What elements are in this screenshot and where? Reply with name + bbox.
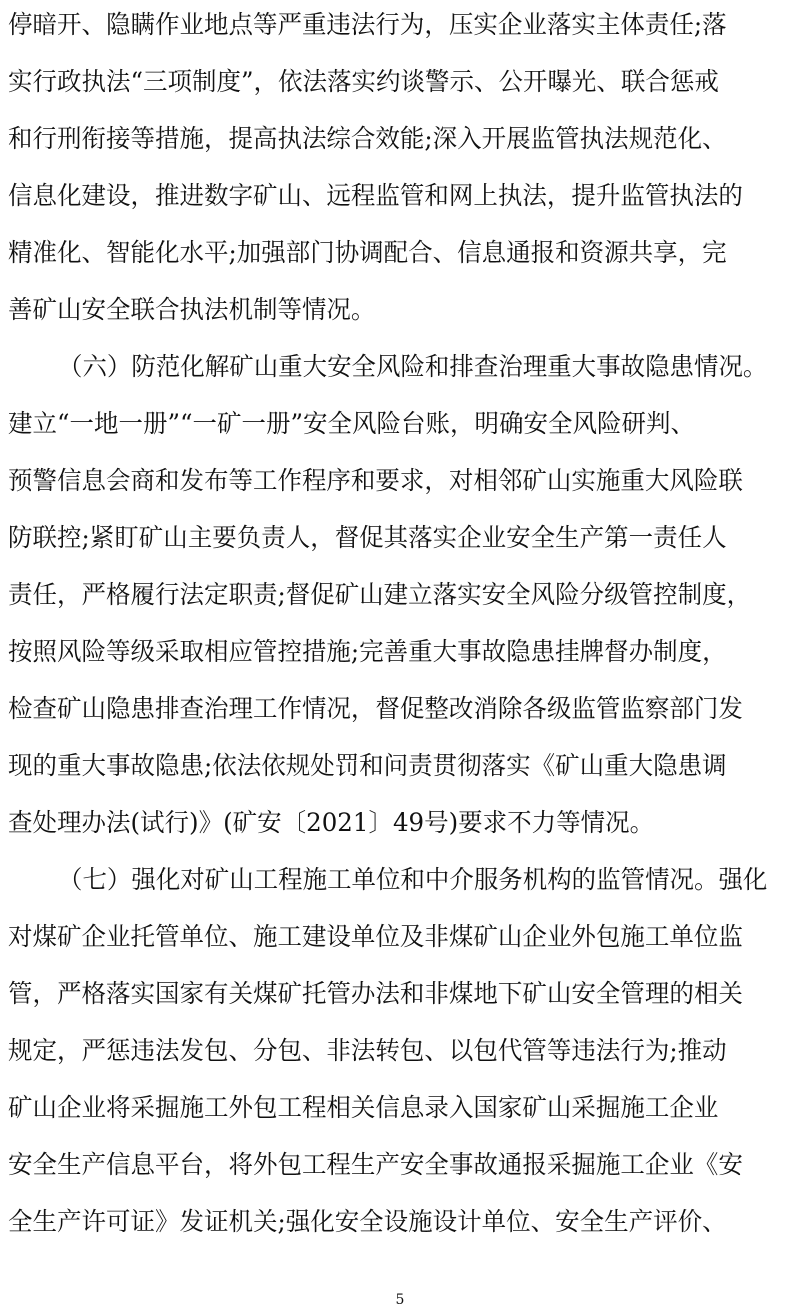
text-line-content: （六）防范化解矿山重大安全风险和排查治理重大事故隐患情况。 [58,352,768,381]
text-line [0,689,800,729]
text-line-content: （七）强化对矿山工程施工单位和中介服务机构的监管情况。强化 [58,865,768,894]
text-line-content: 全生产许可证》发证机关;强化安全设施设计单位、安全生产评价、 [8,1207,727,1236]
text-line-content: 建立“一地一册”“一矿一册”安全风险台账，明确安全风险研判、 [8,409,695,438]
text-line [0,1031,800,1071]
text-line [0,290,800,330]
text-line-content: 管，严格落实国家有关煤矿托管办法和非煤地下矿山安全管理的相关 [8,979,743,1008]
text-line-content: 和行刑衔接等措施，提高执法综合效能;深入开展监管执法规范化、 [8,124,727,153]
page-number: 5 [395,1292,405,1308]
text-line [0,404,800,444]
text-line-content: 对煤矿企业托管单位、施工建设单位及非煤矿山企业外包施工单位监 [8,922,743,951]
text-line [0,518,800,558]
text-line [0,632,800,672]
text-line-content: 防联控;紧盯矿山主要负责人，督促其落实企业安全生产第一责任人 [8,523,727,552]
text-line [0,746,800,786]
text-line-content: 矿山企业将采掘施工外包工程相关信息录入国家矿山采掘施工企业 [8,1093,719,1122]
text-line [0,1145,800,1185]
text-line-content: 实行政执法“三项制度”，依法落实约谈警示、公开曝光、联合惩戒 [8,67,719,96]
text-line [0,575,800,615]
text-line-content: 停暗开、隐瞒作业地点等严重违法行为，压实企业落实主体责任;落 [8,10,727,39]
text-line-content: 信息化建设，推进数字矿山、远程监管和网上执法，提升监管执法的 [8,181,743,210]
text-line-content: 规定，严惩违法发包、分包、非法转包、以包代管等违法行为;推动 [8,1036,727,1065]
text-line [0,461,800,501]
text-line-content: 检查矿山隐患排查治理工作情况，督促整改消除各级监管监察部门发 [8,694,743,723]
text-line [0,176,800,216]
text-line [0,974,800,1014]
section-heading-line [0,860,800,900]
section-heading-line [0,347,800,387]
text-line-content: 按照风险等级采取相应管控措施;完善重大事故隐患挂牌督办制度， [8,637,727,666]
text-line-content: 安全生产信息平台，将外包工程生产安全事故通报采掘施工企业《安 [8,1150,743,1179]
text-line [0,1202,800,1242]
text-line [0,233,800,273]
text-line-content: 现的重大事故隐患;依法依规处罚和问责贯彻落实《矿山重大隐患调 [8,751,727,780]
text-line [0,917,800,957]
text-line [0,1088,800,1128]
text-line-content: 查处理办法(试行)》(矿安〔2021〕49号)要求不力等情况。 [8,808,655,837]
text-line [0,803,800,843]
text-line [0,119,800,159]
text-line [0,5,800,45]
text-line-content: 善矿山安全联合执法机制等情况。 [8,295,376,324]
text-line [0,62,800,102]
text-line-content: 责任，严格履行法定职责;督促矿山建立落实安全风险分级管控制度， [8,580,752,609]
text-line-content: 预警信息会商和发布等工作程序和要求，对相邻矿山实施重大风险联 [8,466,743,495]
text-line-content: 精准化、智能化水平;加强部门协调配合、信息通报和资源共享，完 [8,238,727,267]
